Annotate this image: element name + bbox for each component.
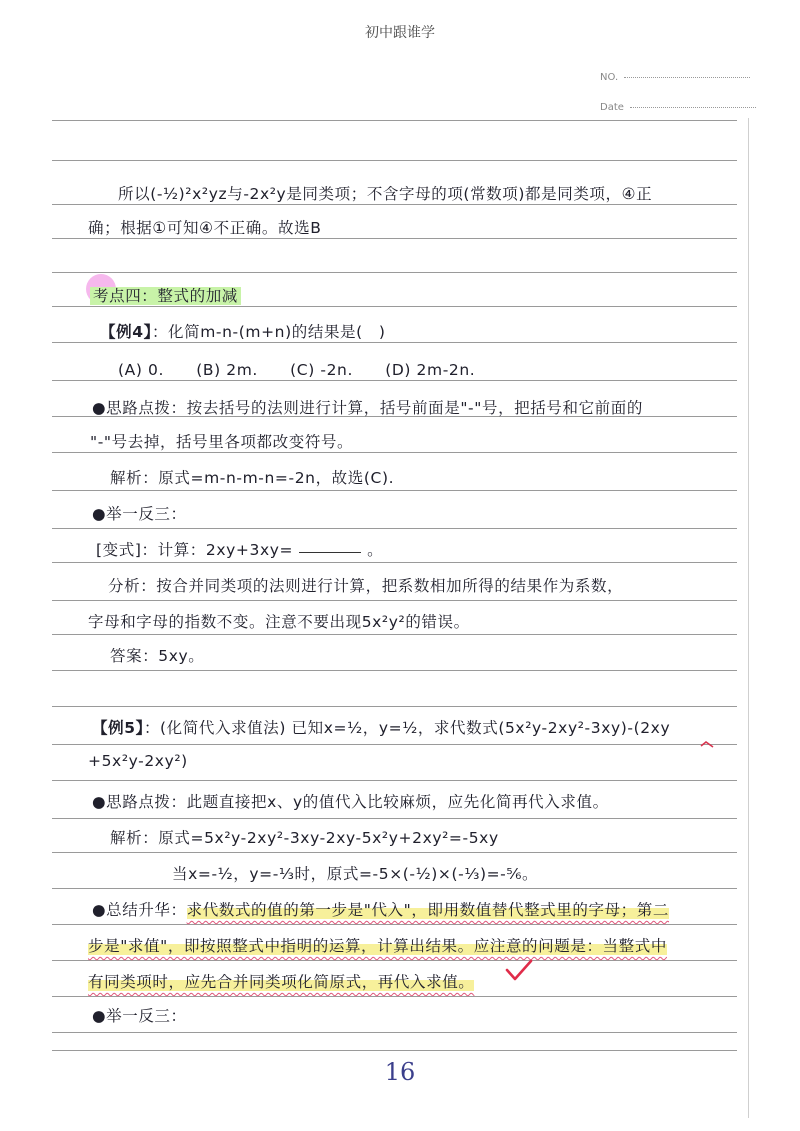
example-5-question-1: 【例5】：(化简代入求值法) 已知x=½，y=½，求代数式(5x²y-2xy²-3xy)-(2xy: [92, 719, 671, 737]
example-4-idea-2: "-"号去掉，括号里各项都改变符号。: [90, 433, 354, 451]
header-title: 初中跟谁学: [365, 25, 435, 41]
ruled-line: [52, 452, 737, 453]
ruled-line: [52, 600, 737, 601]
practice-heading-1: ●举一反三：: [92, 505, 187, 523]
ruled-line: [52, 120, 737, 121]
red-check-mark: [505, 958, 533, 982]
summary-line-3: 有同类项时，应先合并同类项化简原式，再代入求值。: [88, 973, 475, 991]
ruled-line: [52, 818, 737, 819]
summary-line-1: ●总结升华：求代数式的值的第一步是"代入"，即用数值替代整式里的字母；第二: [92, 901, 669, 919]
variant-question: [变式]：计算：2xy+3xy= 。: [96, 541, 384, 559]
no-label: NO.: [600, 72, 750, 83]
ruled-line: [52, 562, 737, 563]
example-5-tag: 【例5】: [92, 719, 144, 737]
ruled-line: [52, 272, 737, 273]
example-5-solution-2: 当x=-½，y=-⅓时，原式=-5×(-½)×(-⅓)=-⅚。: [172, 865, 539, 883]
date-label: Date: [600, 102, 756, 113]
text-line-2: 确；根据①可知④不正确。故选B: [88, 219, 322, 237]
ruled-line: [52, 706, 737, 707]
red-tick-mark: [700, 740, 714, 748]
ruled-line: [52, 924, 737, 925]
practice-heading-2: ●举一反三：: [92, 1007, 187, 1025]
ruled-line: [52, 888, 737, 889]
ruled-line: [52, 670, 737, 671]
topic-heading: 考点四：整式的加减: [90, 284, 241, 306]
variant-answer: 答案：5xy。: [110, 647, 205, 665]
variant-analysis-2: 字母和字母的指数不变。注意不要出现5x²y²的错误。: [88, 613, 470, 631]
example-5-solution-1: 解析：原式=5x²y-2xy²-3xy-2xy-5x²y+2xy²=-5xy: [110, 829, 499, 847]
ruled-line: [52, 634, 737, 635]
ruled-line: [52, 238, 737, 239]
ruled-line: [52, 160, 737, 161]
example-4-idea-1: ●思路点拨：按去括号的法则进行计算，括号前面是"-"号，把括号和它前面的: [92, 399, 643, 417]
example-5-idea: ●思路点拨：此题直接把x、y的值代入比较麻烦，应先化简再代入求值。: [92, 793, 609, 811]
example-4-options: (A) 0. (B) 2m. (C) -2n. (D) 2m-2n.: [118, 361, 476, 379]
example-4-solution: 解析：原式=m-n-m-n=-2n，故选(C).: [110, 469, 395, 487]
ruled-line: [52, 342, 737, 343]
example-4-question: 【例4】：化简m-n-(m+n)的结果是( ): [100, 323, 386, 341]
ruled-line: [52, 306, 737, 307]
ruled-line: [52, 528, 737, 529]
example-5-question-2: +5x²y-2xy²): [88, 752, 188, 770]
summary-line-2: 步是"求值"，即按照整式中指明的运算，计算出结果。应注意的问题是：当整式中: [88, 937, 667, 955]
example-4-tag: 【例4】: [100, 323, 152, 341]
ruled-line: [52, 960, 737, 961]
ruled-line: [52, 490, 737, 491]
page-edge: [748, 118, 749, 1118]
ruled-line: [52, 380, 737, 381]
ruled-line: [52, 996, 737, 997]
ruled-line: [52, 852, 737, 853]
ruled-line: [52, 1032, 737, 1033]
ruled-line: [52, 1050, 737, 1051]
text-line-1: 所以(-½)²x²yz与-2x²y是同类项；不含字母的项(常数项)都是同类项，④正: [118, 185, 653, 203]
ruled-line: [52, 744, 737, 745]
answer-blank: [299, 552, 361, 553]
page-number: 16: [384, 1058, 416, 1086]
ruled-line: [52, 204, 737, 205]
variant-analysis-1: 分析：按合并同类项的法则进行计算，把系数相加所得的结果作为系数，: [108, 577, 624, 595]
ruled-line: [52, 780, 737, 781]
